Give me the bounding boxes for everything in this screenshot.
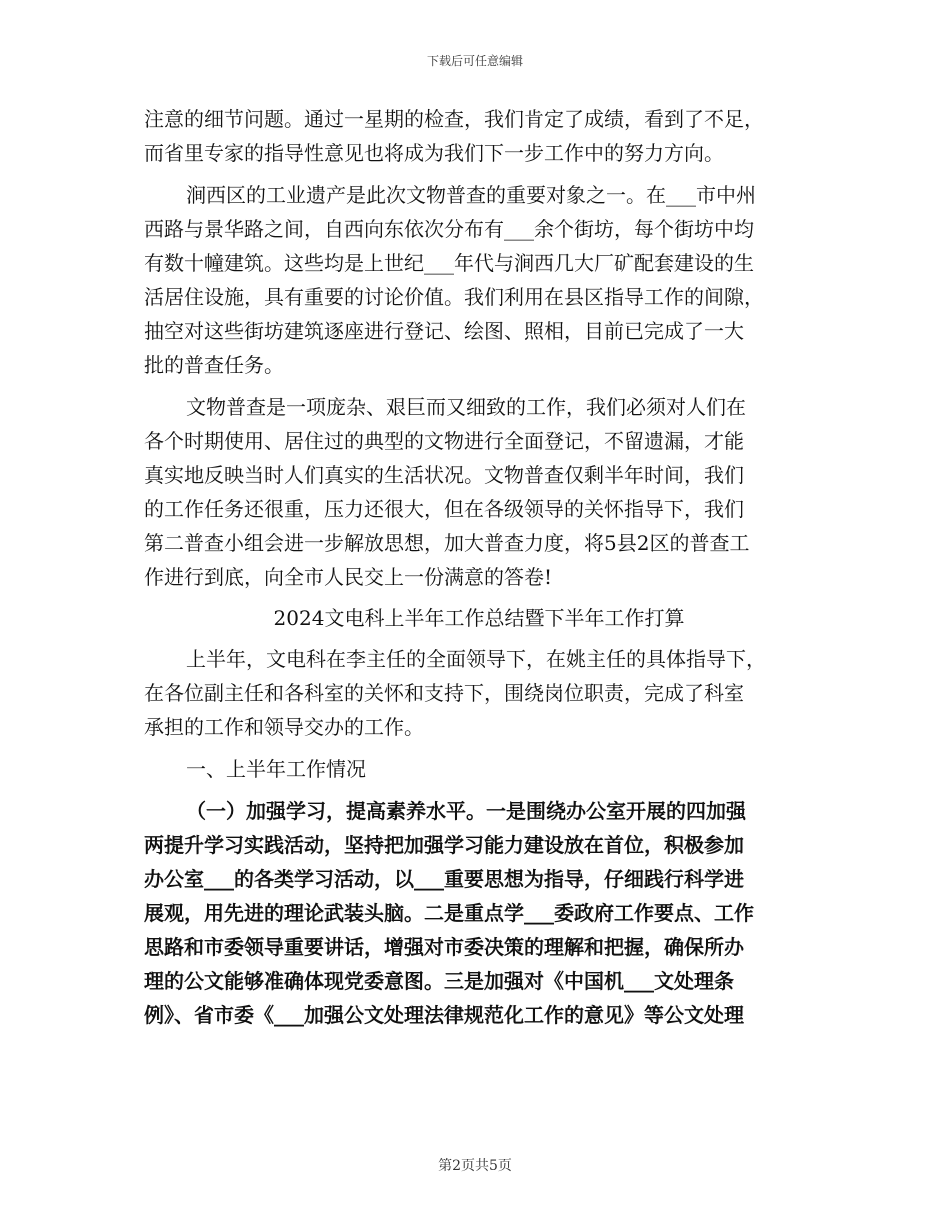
page-footer: 第2页共5页 xyxy=(438,1158,512,1174)
text-line: 思路和市委领导重要讲话，增强对市委决策的理解和把握，确保所办 xyxy=(144,935,744,959)
text-line: 而省里专家的指导性意见也将成为我们下一步工作中的努力方向。 xyxy=(144,141,724,165)
text-line: 注意的细节问题。通过一星期的检查，我们肯定了成绩，看到了不足， xyxy=(144,107,764,131)
text-line: 文物普查是一项庞杂、艰巨而又细致的工作，我们必须对人们在 xyxy=(186,395,746,419)
text-line: 活居住设施，具有重要的讨论价值。我们利用在县区指导工作的间隙， xyxy=(144,285,764,309)
text-line: 的工作任务还很重，压力还很大，但在各级领导的关怀指导下，我们 xyxy=(144,497,744,521)
document-title: 2024文电科上半年工作总结暨下半年工作打算 xyxy=(273,606,685,630)
text-line: 办公室___的各类学习活动，以___重要思想为指导，仔细践行科学进 xyxy=(144,867,744,891)
paragraph-survey-work xyxy=(144,390,814,594)
text-line: 作进行到底，向全市人民交上一份满意的答卷! xyxy=(144,565,553,589)
text-line: 承担的工作和领导交办的工作。 xyxy=(144,715,424,739)
paragraph-study xyxy=(144,794,814,1032)
paragraph-intro xyxy=(144,642,814,744)
paragraph-continuation xyxy=(144,102,814,170)
text-line: 两提升学习实践活动，坚持把加强学习能力建设放在首位，积极参加 xyxy=(144,833,744,857)
text-line: 涧西区的工业遗产是此次文物普查的重要对象之一。在___市中州 xyxy=(186,183,756,207)
text-line: 有数十幢建筑。这些均是上世纪___年代与涧西几大厂矿配套建设的生 xyxy=(144,251,754,275)
text-line: 展观，用先进的理论武装头脑。二是重点学___委政府工作要点、工作 xyxy=(144,901,754,925)
page-header: 下载后可任意编辑 xyxy=(426,54,523,68)
text-line: 例》、省市委《___加强公文处理法律规范化工作的意见》等公文处理 xyxy=(144,1003,744,1027)
text-line: 批的普查任务。 xyxy=(144,353,284,377)
text-line: （一）加强学习，提高素养水平。一是围绕办公室开展的四加强 xyxy=(186,799,746,823)
paragraph-industrial-heritage xyxy=(144,178,814,382)
text-line: 在各位副主任和各科室的关怀和支持下，围绕岗位职责，完成了科室 xyxy=(144,681,744,705)
text-line: 第二普查小组会进一步解放思想，加大普查力度，将5县2区的普查工 xyxy=(144,531,750,555)
text-line: 各个时期使用、居住过的典型的文物进行全面登记，不留遗漏，才能 xyxy=(144,429,744,453)
text-line: 抽空对这些街坊建筑逐座进行登记、绘图、照相，目前已完成了一大 xyxy=(144,319,744,343)
text-line: 上半年，文电科在李主任的全面领导下，在姚主任的具体指导下， xyxy=(186,647,766,671)
text-line: 西路与景华路之间，自西向东依次分布有___余个街坊，每个街坊中均 xyxy=(144,217,754,241)
text-line: 真实地反映当时人们真实的生活状况。文物普查仅剩半年时间，我们 xyxy=(144,463,744,487)
section-heading: 一、上半年工作情况 xyxy=(186,757,366,781)
document-body xyxy=(144,102,814,1032)
text-line: 理的公文能够准确体现党委意图。三是加强对《中国机___文处理条 xyxy=(144,969,734,993)
